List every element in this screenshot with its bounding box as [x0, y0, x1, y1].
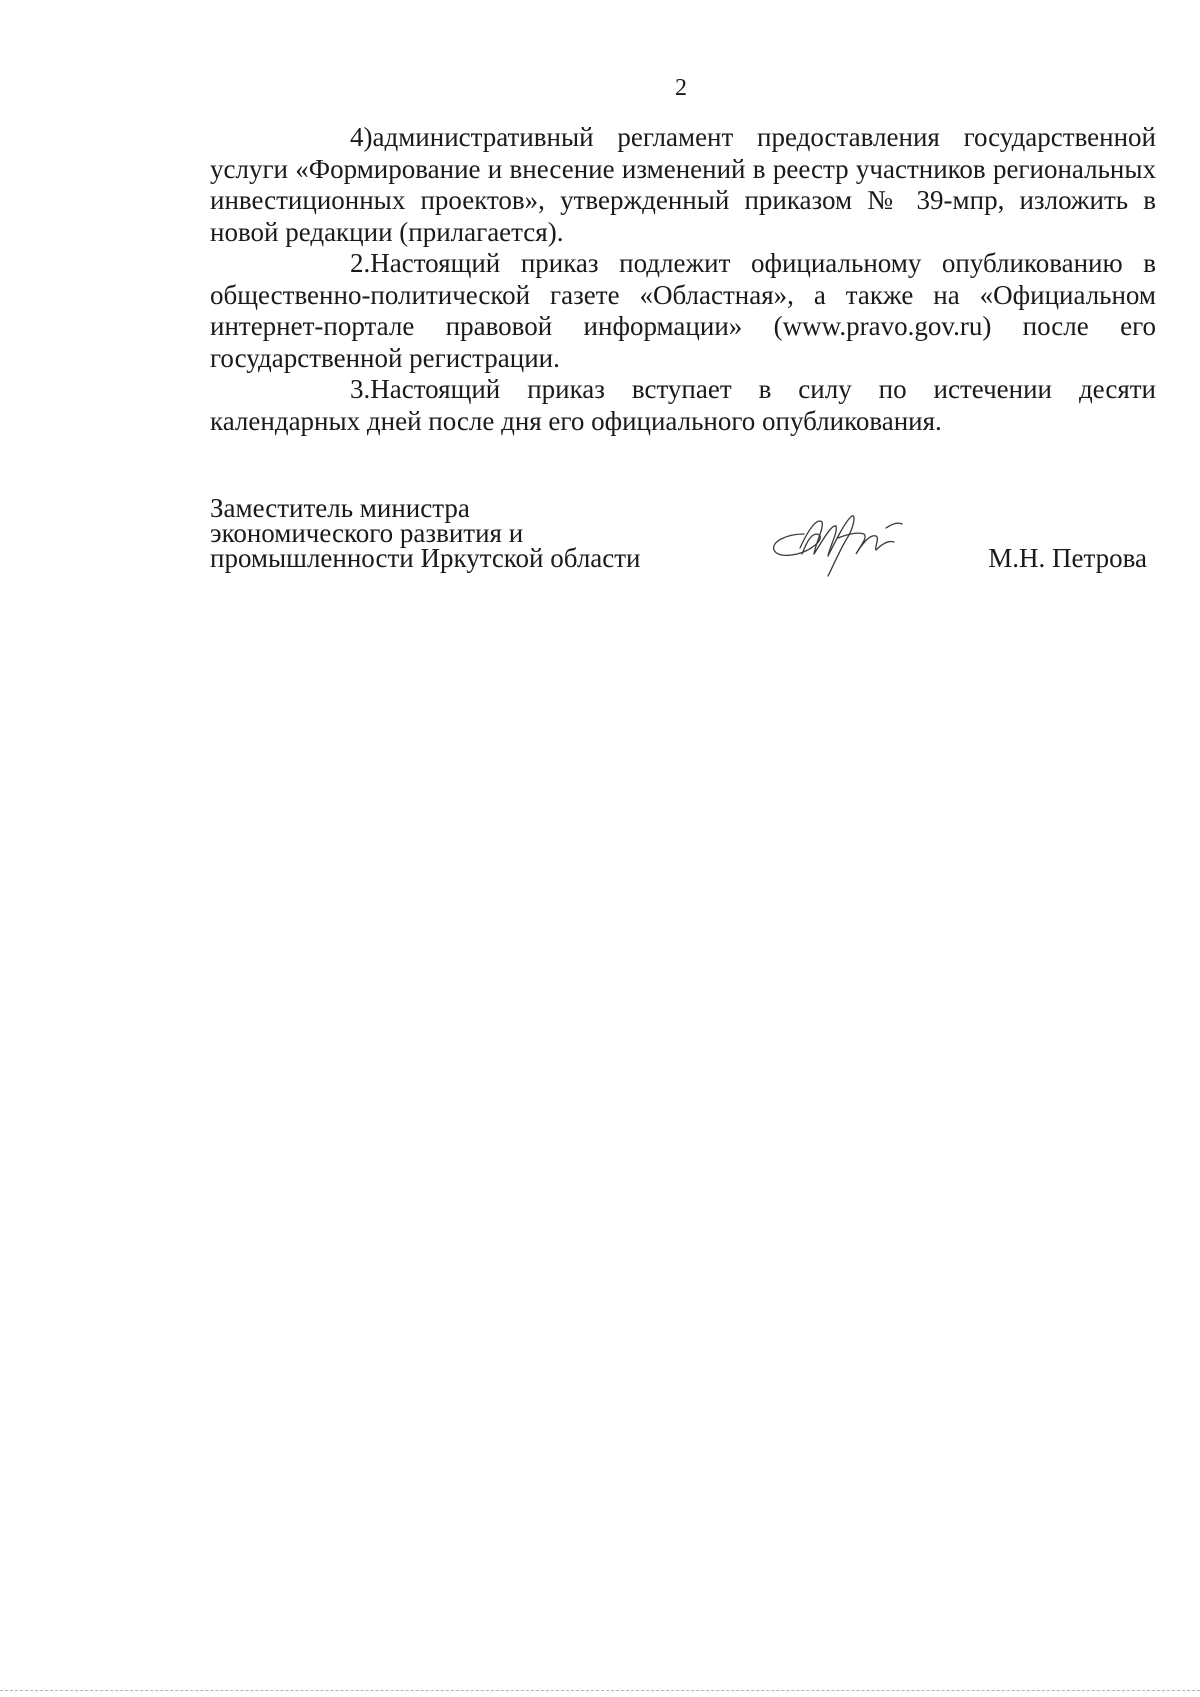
paragraph-2: [210, 248, 1156, 374]
page-bottom-edge: [0, 1690, 1200, 1691]
document-body: [210, 122, 1156, 437]
paragraph-number: 4): [350, 122, 373, 152]
handwritten-signature: [766, 504, 916, 584]
paragraph-item-4: [210, 122, 1156, 248]
paragraph-text: Настоящий приказ подлежит официальному опубликованию в общественно-политической газете «Областная», а также на «Официальном интернет-портале правовой информации» (www.pravo.gov.ru) после его государственной регистрации.: [210, 248, 1156, 373]
paragraph-3: [210, 374, 1156, 437]
signature-block: [210, 493, 1156, 586]
paragraph-text: административный регламент предоставления государственной услуги «Формирование и внесение изменений в реестр участников региональных инвестиционных проектов», утвержденный приказом № 39-мпр, изложить в новой редакции (прилагается).: [210, 122, 1156, 247]
paragraph-number: 3.: [350, 374, 371, 404]
page-number: 2: [675, 75, 687, 101]
paragraph-number: 2.: [350, 248, 371, 278]
signer-name: М.Н. Петрова: [988, 543, 1147, 573]
paragraph-text: Настоящий приказ вступает в силу по истечении десяти календарных дней после дня его официального опубликования.: [210, 374, 1156, 436]
signer-position-line: Заместитель министра: [210, 493, 470, 523]
signer-position-line: промышленности Иркутской области: [210, 543, 641, 573]
signer-position-line: экономического развития и: [210, 518, 524, 548]
